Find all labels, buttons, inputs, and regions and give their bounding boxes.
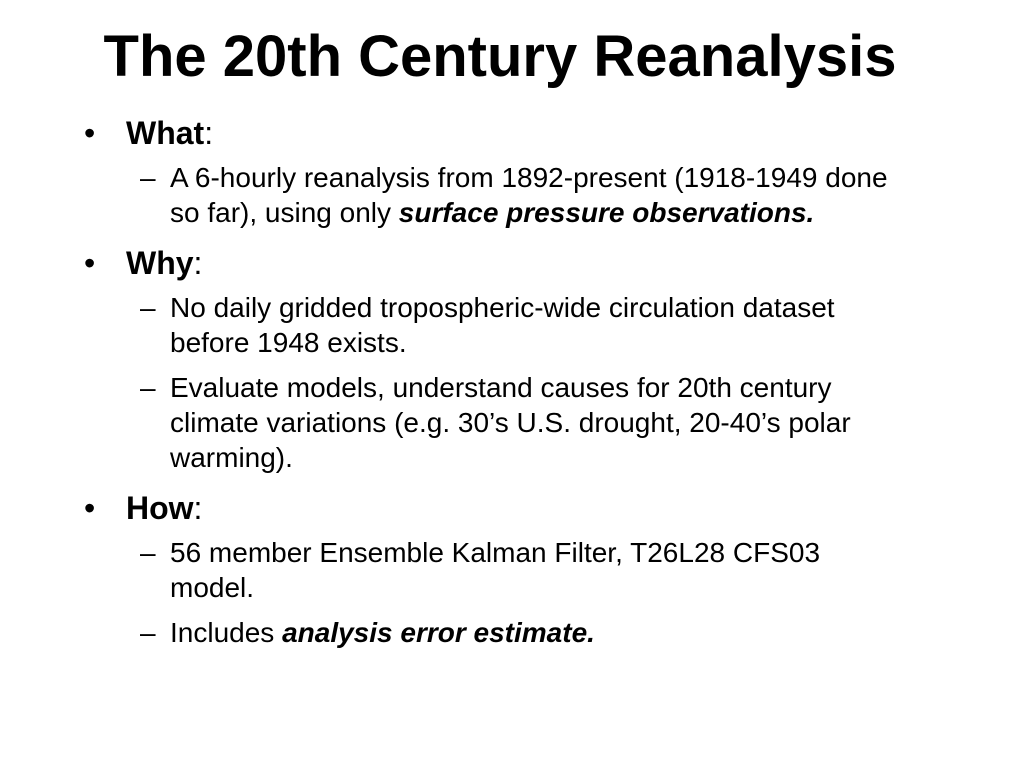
sub-bullet-mark: – — [140, 292, 156, 323]
bullet-term: What — [126, 115, 205, 151]
sub-bullet-emphasis: analysis error estimate. — [282, 617, 595, 648]
bullet-how — [84, 487, 964, 529]
sub-bullet-mark: – — [140, 617, 156, 648]
bullet-mark: • — [84, 490, 96, 526]
bullet-why — [84, 242, 964, 284]
slide-title: The 20th Century Reanalysis — [103, 24, 897, 89]
sub-bullet-how-2 — [84, 615, 910, 650]
sub-bullet-text: No daily gridded tropospheric-wide circulation dataset before 1948 exists. — [170, 292, 835, 358]
sub-bullet-why-1 — [84, 290, 910, 360]
sub-bullet-emphasis: surface pressure observations. — [398, 197, 815, 228]
sub-bullet-what-1 — [84, 160, 910, 230]
sub-bullet-how-1 — [84, 535, 910, 605]
slide-body — [84, 112, 964, 660]
sub-bullet-why-2 — [84, 370, 910, 475]
sub-bullet-mark: – — [140, 162, 156, 193]
bullet-what — [84, 112, 964, 154]
bullet-colon: : — [193, 245, 203, 281]
sub-bullet-mark: – — [140, 537, 156, 568]
sub-bullet-text: Includes — [170, 617, 283, 648]
bullet-mark: • — [84, 115, 96, 151]
sub-bullet-text: A 6-hourly reanalysis from 1892-present (1918-1949 done so far), using only — [170, 162, 888, 228]
sub-bullet-mark: – — [140, 372, 156, 403]
sub-bullet-text: 56 member Ensemble Kalman Filter, T26L28 CFS03 model. — [170, 537, 821, 603]
bullet-term: Why — [126, 245, 194, 281]
bullet-colon: : — [204, 115, 214, 151]
bullet-term: How — [126, 490, 194, 526]
bullet-colon: : — [193, 490, 203, 526]
sub-bullet-text: Evaluate models, understand causes for 20th century climate variations (e.g. 30’s U.S. drought, 20-40’s polar warming). — [170, 372, 851, 473]
bullet-mark: • — [84, 245, 96, 281]
